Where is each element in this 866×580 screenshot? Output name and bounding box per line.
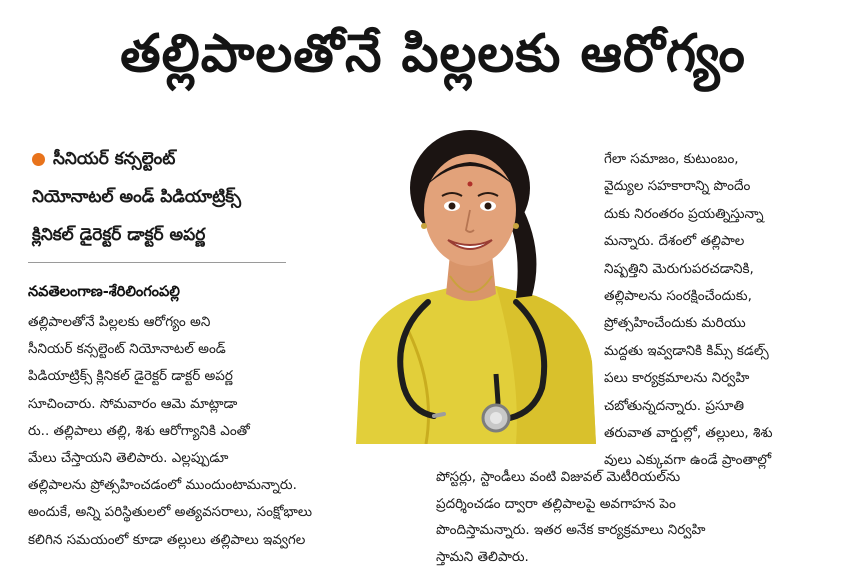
body-line: పొందిస్తామన్నారు. ఇతర అనేక కార్యక్రమాలు నిర్వహి	[436, 522, 706, 539]
bullet-icon	[32, 153, 45, 166]
body-line: నిష్పత్తిని మెరుగుపరచడానికి,	[604, 260, 754, 277]
body-line: కలిగిన సమయంలో కూడా తల్లులు తల్లిపాలు ఇవ్వగల	[28, 531, 306, 548]
body-line: పోస్టర్లు, స్టాండీలు వంటి విజువల్ మెటీరియల్‌ను	[436, 469, 681, 485]
body-line: పిడియాట్రిక్స్ క్లినికల్ డైరెక్టర్ డాక్టర్ అపర్ణ	[28, 368, 233, 385]
body-line: గేలా సమాజం, కుటుంబం,	[604, 151, 739, 167]
article-body-right-column	[604, 146, 840, 475]
article-body-bottom-block	[436, 464, 840, 570]
body-line: వులు ఎక్కువగా ఉండే ప్రాంతాల్లో	[604, 452, 772, 469]
subhead-line-2: నియోనాటల్ అండ్ పిడియాట్రిక్స్	[32, 187, 242, 207]
body-line: సూచించారు. సోమవారం ఆమె మాట్లాడా	[28, 395, 238, 412]
body-line: చబోతున్నదన్నారు. ప్రసూతి	[604, 397, 745, 414]
article-subheadline	[32, 140, 362, 254]
body-line: పలు కార్యక్రమాలను నిర్వహి	[604, 370, 750, 387]
body-line: తరువాత వార్డుల్లో, తల్లులు, శిశు	[604, 425, 773, 442]
body-line: మేలు చేస్తాయని తెలిపారు. ఎల్లప్పుడూ	[28, 450, 229, 467]
subhead-line-3: క్లినికల్ డైరెక్టర్ డాక్టర్ అపర్ణ	[32, 225, 206, 245]
body-line: ప్రోత్సహించేందుకు మరియు	[604, 315, 746, 332]
subhead-line-1: సీనియర్ కన్సల్టెంట్	[53, 149, 176, 169]
body-line: రు.. తల్లిపాలు తల్లి, శిశు ఆరోగ్యానికి ఎంతో	[28, 422, 250, 439]
body-line: స్తామని తెలిపారు.	[436, 548, 529, 565]
doctor-portrait-photo	[346, 126, 596, 444]
body-line: తల్లిపాలను సంరక్షించేందుకు,	[604, 288, 752, 305]
body-line: మన్నారు. దేశంలో తల్లిపాల	[604, 233, 745, 250]
doctor-portrait-illustration	[346, 126, 596, 444]
body-line: మద్దతు ఇవ్వడానికి కిమ్స్ కడల్స్	[604, 342, 769, 359]
subhead-divider	[28, 262, 286, 263]
body-line: దుకు నిరంతరం ప్రయత్నిస్తున్నా	[604, 205, 764, 222]
body-line: అందుకే, అన్ని పరిస్థితులలో అత్యవసరాలు, సంక్షోభాలు	[28, 504, 313, 521]
article-headline: తల్లిపాలతోనే పిల్లలకు ఆరోగ్యం	[120, 24, 746, 84]
article-dateline: నవతెలంగాణ-శేరిలింగంపల్లి	[28, 284, 180, 300]
body-line: వైద్యుల సహకారాన్ని పొందేం	[604, 178, 751, 195]
body-line: ప్రదర్శించడం ద్వారా తల్లిపాలపై అవగాహన పెం	[436, 495, 676, 512]
body-line: సీనియర్ కన్సల్టెంట్ నియోనాటల్ అండ్	[28, 341, 226, 358]
body-line: తల్లిపాలను ప్రోత్సహించడంలో ముందుంటామన్నారు.	[28, 477, 297, 494]
body-line: తల్లిపాలతోనే పిల్లలకు ఆరోగ్యం అని	[28, 314, 211, 330]
